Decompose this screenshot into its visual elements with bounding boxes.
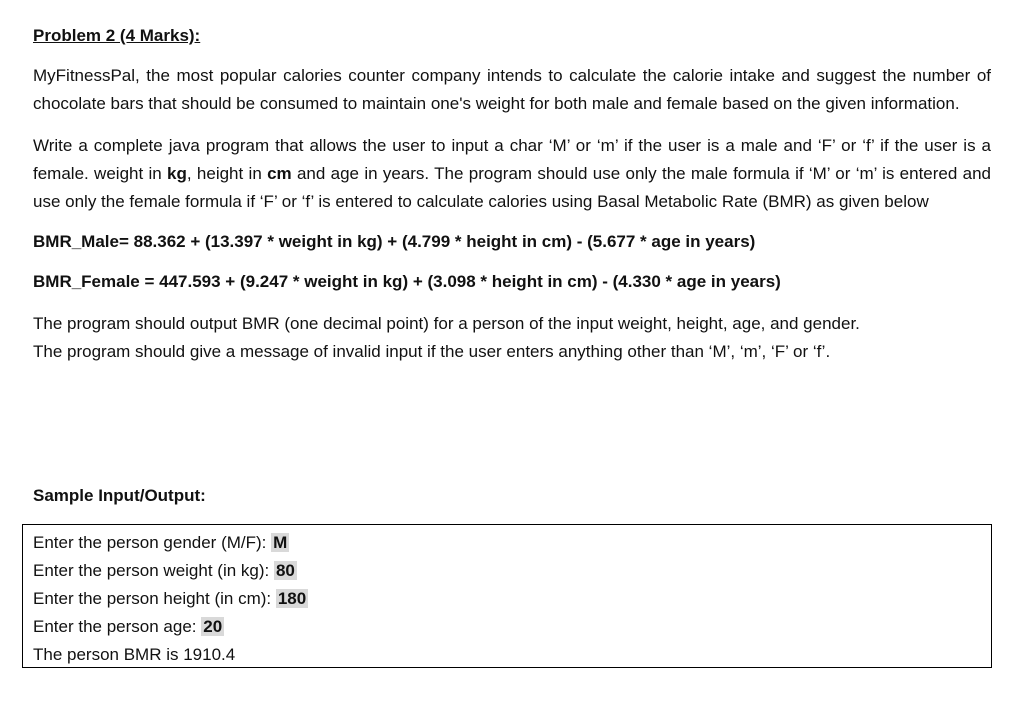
sample-line-age — [33, 613, 981, 641]
problem-title: Problem 2 (4 Marks): — [33, 26, 201, 45]
output-requirement-1: The program should output BMR (one decimal point) for a person of the input weight, height, age, and gender. — [33, 314, 860, 333]
sample-input-value: 20 — [203, 617, 223, 636]
sample-line-gender — [33, 529, 981, 557]
sample-heading: Sample Input/Output: — [33, 486, 206, 505]
sample-input-value: 180 — [277, 589, 307, 608]
sample-line-weight — [33, 557, 981, 585]
sample-prompt: Enter the person height (in cm): — [33, 589, 276, 608]
sample-prompt: Enter the person gender (M/F): — [33, 533, 272, 552]
output-requirement-2: The program should give a message of invalid input if the user enters anything other than ‘M’, ‘m’, ‘F’ or ‘f’. — [33, 342, 831, 361]
output-requirements — [33, 310, 991, 366]
problem-document — [33, 24, 991, 380]
intro-paragraph: MyFitnessPal, the most popular calories counter company intends to calculate the calorie intake and suggest the number of chocolate bars that should be consumed to maintain one's weight for both male and female based on the given information. — [33, 66, 991, 113]
sample-result: The person BMR is 1910.4 — [33, 645, 236, 664]
sample-input-value: 80 — [275, 561, 295, 580]
sample-line-height — [33, 585, 981, 613]
formula-female: BMR_Female = 447.593 + (9.247 * weight in kg) + (3.098 * height in cm) - (4.330 * age in years) — [33, 272, 781, 291]
unit-kg: kg — [167, 164, 187, 183]
sample-input-value: M — [273, 533, 288, 552]
unit-cm: cm — [267, 164, 292, 183]
instructions-part2: , height in — [186, 164, 268, 183]
formula-male: BMR_Male= 88.362 + (13.397 * weight in kg) + (4.799 * height in cm) - (5.677 * age in years) — [33, 232, 756, 251]
instructions-paragraph — [33, 132, 991, 216]
sample-prompt: Enter the person age: — [33, 617, 202, 636]
instructions-part3: and age in years. The program should use only the male formula if ‘M’ or ‘m’ is entered and use only the female formula if ‘F’ or ‘f’ is entered to calculate calories using Basal Metabolic Rate (BMR) as given below — [33, 164, 991, 211]
instructions-part1: Write a complete java program that allows the user to input a char ‘M’ or ‘m’ if the user is a male and ‘F’ or ‘f’ if the user is a female. weight in — [33, 136, 991, 183]
sample-io-box — [22, 524, 992, 668]
sample-prompt: Enter the person weight (in kg): — [33, 561, 274, 580]
